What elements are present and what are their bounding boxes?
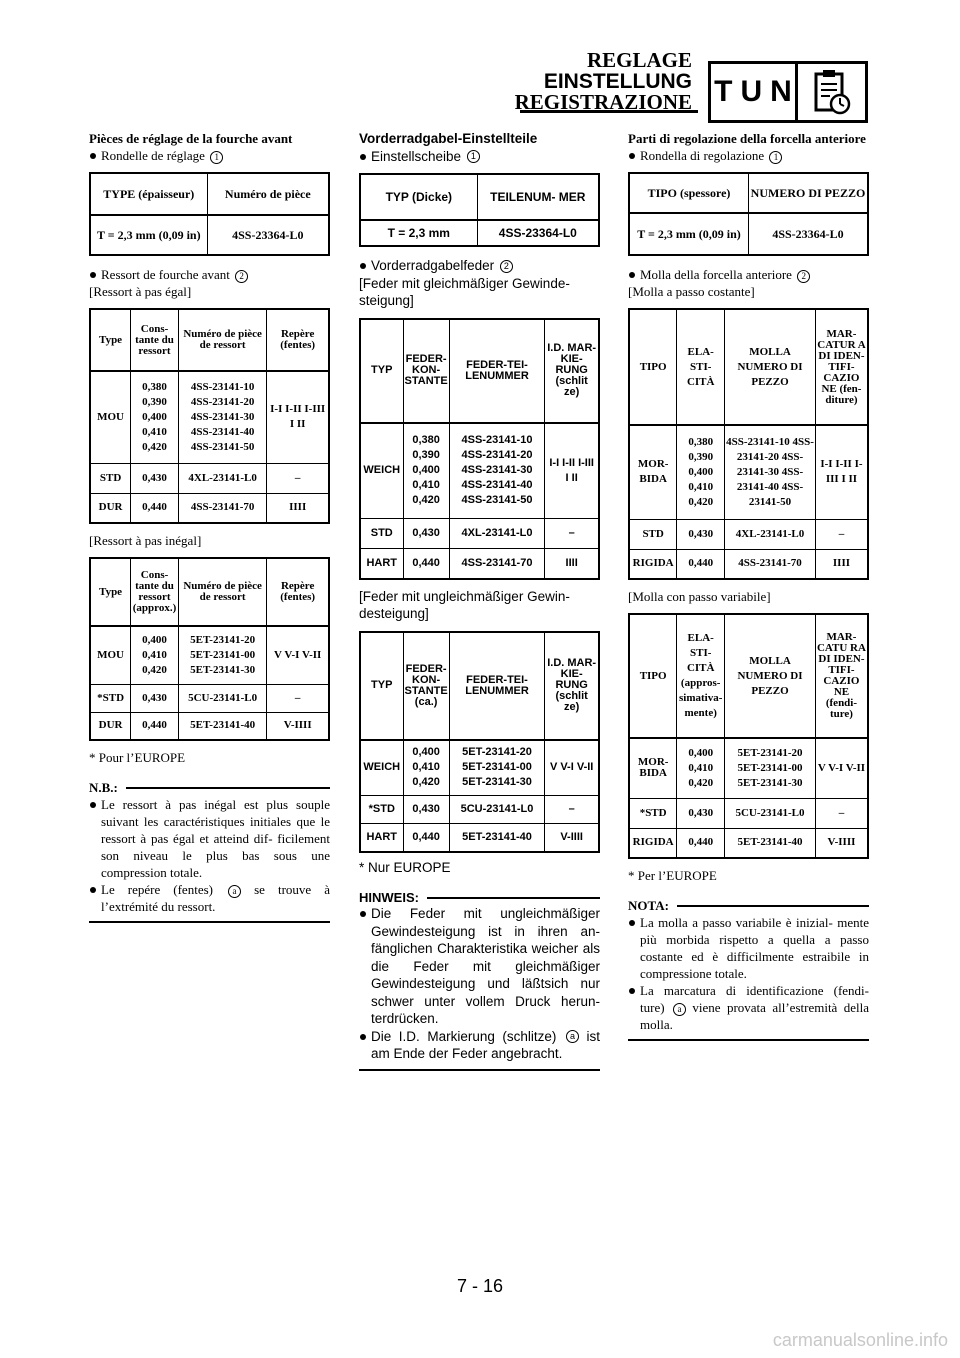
note-end-rule: [628, 1039, 869, 1041]
callout-letter: a: [228, 885, 241, 898]
watermark: carmanualsonline.info: [772, 1330, 948, 1350]
callout-number: 2: [500, 260, 513, 273]
note-item: La molla a passo variabile è inizial- mente più morbida rispetto a quella a passo costante ed è difficilmente estraibile in compressione totale.: [628, 914, 869, 982]
note-item: Die I.D. Markierung (schlitze) a ist am Ende der Feder angebracht.: [359, 1028, 600, 1063]
note-end-rule: [89, 921, 330, 923]
washer-table: TYP (Dicke) TEILENUM- MER T = 2,3 mm 4SS-23364-L0: [359, 173, 600, 247]
subheading: [Feder mit ungleichmäßiger Gewin- desteigung]: [359, 588, 570, 621]
callout-letter: a: [566, 1030, 579, 1043]
bullet-item: Einstellscheibe 1: [359, 148, 600, 166]
spring-table-linear: TIPO ELA- STI- CITÀ MOLLA NUMERO DI PEZZO MAR- CATUR A DI IDEN- TIFI- CAZIO NE (fen- diture) MOR- BIDA 0,380 0,390 0,400 0,410 0,420 4SS-23141-10 4SS-23141-20 4SS-23141-30 4SS-23141-40 4SS-23141-50 I-I I-II I-III I II STD 0,430 4XL-23141-L0 – RIGIDA 0,440 4SS-23141-70 IIII: [628, 308, 869, 580]
spring-table-linear: TYP FEDER- KON- STANTE FEDER-TEI- LENUMMER I.D. MAR- KIE- RUNG (schlit ze) WEICH 0,380 0,390 0,400 0,410 0,420 4SS-23141-10 4SS-23141-20 4SS-23141-30 4SS-23141-40 4SS-23141-50 I-I I-II I-III I II STD 0,430 4XL-23141-L0 – HART 0,440 4SS-23141-70 IIII: [359, 318, 600, 580]
bullet-item: Molla della forcella anteriore 2: [628, 266, 869, 283]
page-number: 7 - 16: [456, 1276, 504, 1296]
note-heading: NOTA:: [628, 898, 869, 914]
note-item: Die Feder mit ungleichmäßiger Gewindesteigung ist in ihren an- fänglichen Charakteristika weicher als die Feder mit gleichmäßiger Gewindesteigung und läßtsich nur schwer unter vollem Druck herun- terdrücken.: [359, 905, 600, 1028]
washer-table: TIPO (spessore) NUMERO DI PEZZO T = 2,3 mm (0,09 in) 4SS-23364-L0: [628, 172, 869, 256]
note-heading: N.B.:: [89, 780, 330, 796]
header-rule: [520, 110, 698, 113]
note-item: Le ressort à pas inégal est plus souple suivant les caractéristiques initiales que le ressort à pas égal et atteind dif- ficilement son niveau le plus bas sous une compression totale.: [89, 796, 330, 881]
note-end-rule: [359, 1069, 600, 1071]
bullet-item: Rondelle de réglage 1: [89, 147, 330, 164]
subheading: [Feder mit gleichmäßiger Gewinde- steigung]: [359, 275, 570, 308]
clipboard-stopwatch-icon: [798, 61, 868, 123]
spring-table-linear: Type Cons- tante du ressort Numéro de pièce de ressort Repère (fentes) MOU 0,380 0,390 0,400 0,410 0,420 4SS-23141-10 4SS-23141-20 4SS-23141-30 4SS-23141-40 4SS-23141-50 I-I I-II I-III I II STD 0,430 4XL-23141-L0 – DUR 0,440 4SS-23141-70 IIII: [89, 308, 330, 524]
section-heading: Parti di regolazione della forcella anteriore: [628, 131, 866, 146]
bullet-item: Vorderradgabelfeder 2: [359, 257, 600, 275]
title-de: EINSTELLUNG: [543, 70, 692, 93]
section-titles: [515, 50, 692, 113]
section-heading: Pièces de réglage de la fourche avant: [89, 131, 293, 146]
subheading: [Molla con passo variabile]: [628, 589, 771, 604]
note-item: Le repére (fentes) a se trouve à l’extrémité du ressort.: [89, 881, 330, 915]
bullet-item: Ressort de fourche avant 2: [89, 266, 330, 283]
spring-table-progressive: TYP FEDER- KON- STANTE (ca.) FEDER-TEI- LENUMMER I.D. MAR- KIE- RUNG (schlit ze) WEICH 0,400 0,410 0,420 5ET-23141-20 5ET-23141-00 5ET-23141-30 V V-I V-II *STD 0,430 5CU-23141-L0 – HART 0,440 5ET-23141-40 V-IIII: [359, 631, 600, 853]
callout-letter: a: [673, 1003, 686, 1016]
footnote: * Per l’EUROPE: [628, 868, 717, 883]
callout-number: 2: [235, 270, 248, 283]
title-fr: REGLAGE: [586, 48, 692, 72]
footnote: * Pour l’EUROPE: [89, 750, 186, 765]
subheading: [Ressort à pas égal]: [89, 284, 192, 299]
callout-number: 1: [467, 150, 480, 163]
spring-table-progressive: Type Cons- tante du ressort (approx.) Numéro de pièce de ressort Repère (fentes) MOU 0,400 0,410 0,420 5ET-23141-20 5ET-23141-00 5ET-23141-30 V V-I V-II *STD 0,430 5CU-23141-L0 – DUR 0,440 5ET-23141-40 V-IIII: [89, 557, 330, 741]
callout-number: 1: [769, 151, 782, 164]
column-french: [89, 130, 330, 923]
section-code: TUN: [708, 61, 798, 123]
callout-number: 1: [210, 151, 223, 164]
subheading: [Molla a passo costante]: [628, 284, 755, 299]
callout-number: 2: [797, 270, 810, 283]
subheading: [Ressort à pas inégal]: [89, 533, 202, 548]
footnote: * Nur EUROPE: [359, 859, 451, 875]
note-heading: HINWEIS:: [359, 890, 600, 905]
bullet-item: Rondella di regolazione 1: [628, 147, 869, 164]
column-italian: [628, 130, 869, 1041]
spring-table-progressive: TIPO ELA- STI- CITÀ (appros- simativa- mente) MOLLA NUMERO DI PEZZO MAR- CATU RA DI IDEN- TIFI- CAZIO NE (fendi- ture) MOR- BIDA 0,400 0,410 0,420 5ET-23141-20 5ET-23141-00 5ET-23141-30 V V-I V-II *STD 0,430 5CU-23141-L0 – RIGIDA 0,440 5ET-23141-40 V-IIII: [628, 613, 869, 859]
column-german: [359, 130, 600, 1071]
section-heading: Vorderradgabel-Einstellteile: [359, 131, 538, 146]
note-item: La marcatura di identificazione (fendi- ture) a viene provata all’estremità della molla.: [628, 982, 869, 1033]
washer-table: TYPE (épaisseur) Numéro de pièce T = 2,3 mm (0,09 in) 4SS-23364-L0: [89, 172, 330, 256]
title-it: REGISTRAZIONE: [514, 90, 692, 114]
